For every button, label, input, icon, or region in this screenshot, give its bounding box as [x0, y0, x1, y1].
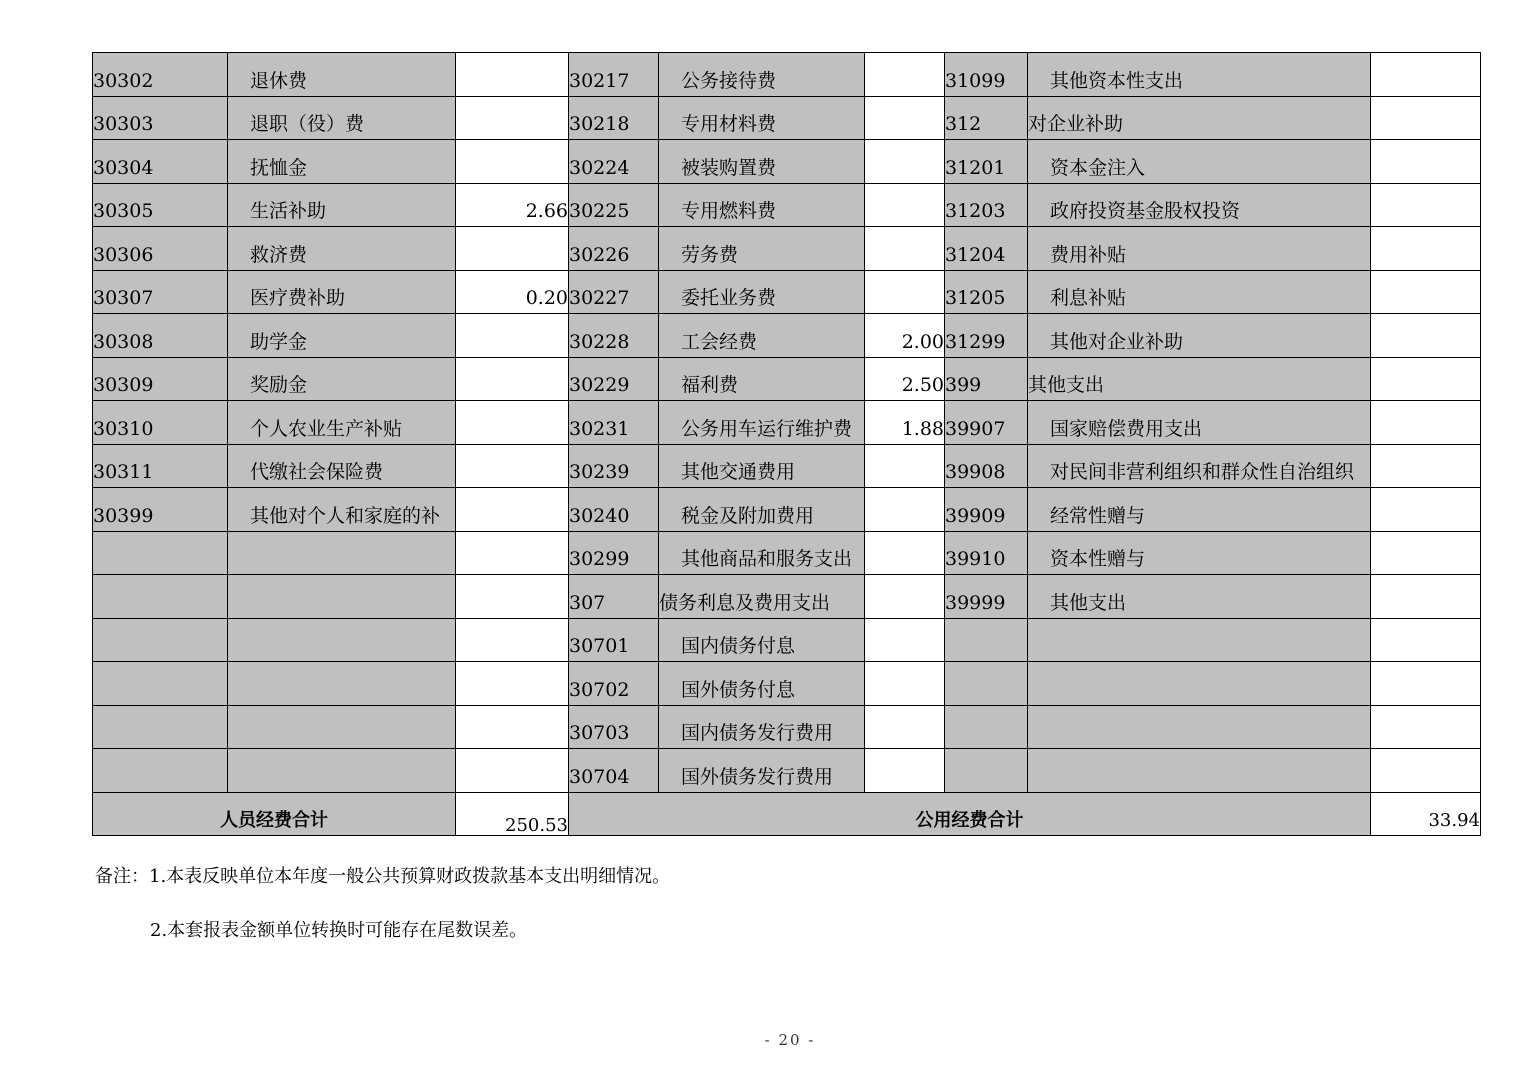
table-row: [93, 575, 1481, 619]
item-name-col1: 退休费: [228, 53, 456, 97]
table-row: [93, 357, 1481, 401]
item-code-col3: [945, 749, 1028, 793]
item-code-col1: 30302: [93, 53, 228, 97]
item-amount-col1: [456, 749, 569, 793]
item-name-col2: 委托业务费: [659, 270, 865, 314]
item-name-col3: 其他对企业补助: [1028, 314, 1371, 358]
item-code-col1: [93, 705, 228, 749]
item-amount-col2: 2.50: [865, 357, 945, 401]
item-name-col2: 债务利息及费用支出: [659, 575, 865, 619]
item-name-col2: 公务用车运行维护费: [659, 401, 865, 445]
page-number: - 20 -: [764, 1031, 816, 1049]
item-code-col1: [93, 662, 228, 706]
item-name-col3: 对企业补助: [1028, 96, 1371, 140]
item-amount-col3: [1371, 357, 1481, 401]
table-row: [93, 314, 1481, 358]
item-amount-col1: [456, 488, 569, 532]
item-amount-col2: [865, 227, 945, 271]
item-code-col1: 30310: [93, 401, 228, 445]
note-2: 2.本套报表金额单位转换时可能存在尾数误差。: [150, 920, 528, 941]
item-code-col2: 307: [569, 575, 659, 619]
item-amount-col1: [456, 140, 569, 184]
item-amount-col3: [1371, 705, 1481, 749]
item-code-col2: 30218: [569, 96, 659, 140]
table-row: [93, 227, 1481, 271]
item-code-col1: 30306: [93, 227, 228, 271]
item-code-col2: 30240: [569, 488, 659, 532]
item-amount-col2: [865, 270, 945, 314]
item-amount-col2: [865, 705, 945, 749]
item-amount-col2: [865, 575, 945, 619]
item-name-col2: 国外债务付息: [659, 662, 865, 706]
item-code-col3: [945, 705, 1028, 749]
item-code-col2: 30224: [569, 140, 659, 184]
item-name-col1: 医疗费补助: [228, 270, 456, 314]
personnel-total-label: 人员经费合计: [93, 792, 456, 836]
item-name-col3: 资本性赠与: [1028, 531, 1371, 575]
item-code-col2: 30225: [569, 183, 659, 227]
table-row: [93, 618, 1481, 662]
item-name-col3: 费用补贴: [1028, 227, 1371, 271]
public-total-label: 公用经费合计: [569, 792, 1371, 836]
item-amount-col1: [456, 705, 569, 749]
item-name-col3: 对民间非营利组织和群众性自治组织: [1028, 444, 1371, 488]
item-name-col2: 劳务费: [659, 227, 865, 271]
item-code-col2: 30227: [569, 270, 659, 314]
item-name-col2: 专用材料费: [659, 96, 865, 140]
item-name-col2: 专用燃料费: [659, 183, 865, 227]
table-row: [93, 140, 1481, 184]
table-row: [93, 488, 1481, 532]
item-code-col3: 31099: [945, 53, 1028, 97]
item-amount-col3: [1371, 662, 1481, 706]
item-code-col3: [945, 662, 1028, 706]
item-amount-col3: [1371, 183, 1481, 227]
item-name-col1: 助学金: [228, 314, 456, 358]
budget-detail-table: [92, 52, 1481, 836]
item-name-col1: 生活补助: [228, 183, 456, 227]
item-amount-col2: [865, 662, 945, 706]
item-name-col3: [1028, 705, 1371, 749]
item-name-col1: [228, 531, 456, 575]
item-name-col1: [228, 749, 456, 793]
item-name-col2: 福利费: [659, 357, 865, 401]
item-amount-col2: [865, 444, 945, 488]
item-amount-col2: [865, 531, 945, 575]
item-code-col1: 30308: [93, 314, 228, 358]
item-name-col2: 国内债务发行费用: [659, 705, 865, 749]
item-code-col1: [93, 531, 228, 575]
table-row: [93, 444, 1481, 488]
item-code-col2: 30229: [569, 357, 659, 401]
table-row: [93, 531, 1481, 575]
item-code-col2: 30702: [569, 662, 659, 706]
item-code-col3: 399: [945, 357, 1028, 401]
item-code-col2: 30701: [569, 618, 659, 662]
item-code-col2: 30704: [569, 749, 659, 793]
item-code-col3: 312: [945, 96, 1028, 140]
item-name-col3: 经常性赠与: [1028, 488, 1371, 532]
item-code-col3: 31203: [945, 183, 1028, 227]
item-code-col1: [93, 618, 228, 662]
item-code-col2: 30217: [569, 53, 659, 97]
item-name-col1: 个人农业生产补贴: [228, 401, 456, 445]
table-row: [93, 662, 1481, 706]
item-code-col3: 39908: [945, 444, 1028, 488]
item-amount-col2: [865, 140, 945, 184]
note-1: 备注：1.本表反映单位本年度一般公共预算财政拨款基本支出明细情况。: [95, 866, 671, 887]
item-code-col2: 30239: [569, 444, 659, 488]
item-amount-col2: 2.00: [865, 314, 945, 358]
item-amount-col3: [1371, 531, 1481, 575]
item-code-col1: 30311: [93, 444, 228, 488]
item-amount-col2: 1.88: [865, 401, 945, 445]
item-name-col3: 资本金注入: [1028, 140, 1371, 184]
table-row: [93, 705, 1481, 749]
item-amount-col1: [456, 53, 569, 97]
item-code-col1: 30309: [93, 357, 228, 401]
item-amount-col1: [456, 401, 569, 445]
item-name-col2: 国内债务付息: [659, 618, 865, 662]
item-amount-col1: [456, 444, 569, 488]
totals-row: [93, 792, 1481, 836]
item-code-col3: [945, 618, 1028, 662]
item-amount-col2: [865, 53, 945, 97]
item-name-col1: [228, 618, 456, 662]
item-code-col3: 31204: [945, 227, 1028, 271]
item-amount-col2: [865, 96, 945, 140]
item-amount-col1: [456, 357, 569, 401]
item-name-col3: 其他资本性支出: [1028, 53, 1371, 97]
item-code-col1: 30303: [93, 96, 228, 140]
item-amount-col3: [1371, 401, 1481, 445]
item-name-col1: 退职（役）费: [228, 96, 456, 140]
item-name-col1: 代缴社会保险费: [228, 444, 456, 488]
table-row: [93, 401, 1481, 445]
public-total-value: 33.94: [1371, 792, 1481, 836]
item-amount-col3: [1371, 314, 1481, 358]
item-name-col3: [1028, 749, 1371, 793]
item-amount-col3: [1371, 96, 1481, 140]
item-code-col1: 30307: [93, 270, 228, 314]
item-name-col3: [1028, 618, 1371, 662]
personnel-total-value: 250.53: [456, 792, 569, 836]
item-amount-col1: [456, 531, 569, 575]
item-amount-col1: 0.20: [456, 270, 569, 314]
item-amount-col3: [1371, 227, 1481, 271]
table-row: [93, 183, 1481, 227]
item-amount-col2: [865, 488, 945, 532]
item-amount-col2: [865, 618, 945, 662]
item-name-col2: 国外债务发行费用: [659, 749, 865, 793]
table-row: [93, 96, 1481, 140]
item-amount-col3: [1371, 488, 1481, 532]
item-code-col2: 30231: [569, 401, 659, 445]
item-amount-col3: [1371, 575, 1481, 619]
item-code-col1: 30399: [93, 488, 228, 532]
item-amount-col1: [456, 575, 569, 619]
item-name-col3: 利息补贴: [1028, 270, 1371, 314]
item-code-col3: 39910: [945, 531, 1028, 575]
table-body: [93, 53, 1481, 793]
item-amount-col1: [456, 314, 569, 358]
item-code-col3: 39907: [945, 401, 1028, 445]
item-name-col2: 公务接待费: [659, 53, 865, 97]
item-name-col1: 奖励金: [228, 357, 456, 401]
item-name-col3: [1028, 662, 1371, 706]
item-amount-col1: [456, 618, 569, 662]
item-code-col1: [93, 749, 228, 793]
item-name-col3: 国家赔偿费用支出: [1028, 401, 1371, 445]
item-code-col3: 31299: [945, 314, 1028, 358]
item-name-col1: [228, 662, 456, 706]
item-code-col2: 30703: [569, 705, 659, 749]
item-name-col1: [228, 575, 456, 619]
item-amount-col1: [456, 662, 569, 706]
item-amount-col1: [456, 96, 569, 140]
item-code-col1: 30304: [93, 140, 228, 184]
item-amount-col3: [1371, 618, 1481, 662]
item-code-col2: 30228: [569, 314, 659, 358]
item-code-col1: [93, 575, 228, 619]
item-code-col2: 30299: [569, 531, 659, 575]
item-name-col1: 救济费: [228, 227, 456, 271]
item-code-col3: 39909: [945, 488, 1028, 532]
table-row: [93, 270, 1481, 314]
item-code-col2: 30226: [569, 227, 659, 271]
item-amount-col2: [865, 183, 945, 227]
item-code-col1: 30305: [93, 183, 228, 227]
item-name-col1: [228, 705, 456, 749]
item-amount-col3: [1371, 270, 1481, 314]
item-amount-col1: 2.66: [456, 183, 569, 227]
item-name-col2: 其他交通费用: [659, 444, 865, 488]
item-name-col2: 其他商品和服务支出: [659, 531, 865, 575]
table-row: [93, 53, 1481, 97]
item-code-col3: 39999: [945, 575, 1028, 619]
table-row: [93, 749, 1481, 793]
item-name-col1: 抚恤金: [228, 140, 456, 184]
item-name-col1: 其他对个人和家庭的补: [228, 488, 456, 532]
item-amount-col2: [865, 749, 945, 793]
item-code-col3: 31205: [945, 270, 1028, 314]
item-name-col2: 被装购置费: [659, 140, 865, 184]
item-name-col2: 税金及附加费用: [659, 488, 865, 532]
item-amount-col3: [1371, 53, 1481, 97]
item-amount-col3: [1371, 749, 1481, 793]
item-name-col3: 其他支出: [1028, 357, 1371, 401]
item-amount-col3: [1371, 140, 1481, 184]
item-amount-col3: [1371, 444, 1481, 488]
item-name-col3: 政府投资基金股权投资: [1028, 183, 1371, 227]
item-name-col3: 其他支出: [1028, 575, 1371, 619]
item-name-col2: 工会经费: [659, 314, 865, 358]
item-code-col3: 31201: [945, 140, 1028, 184]
item-amount-col1: [456, 227, 569, 271]
